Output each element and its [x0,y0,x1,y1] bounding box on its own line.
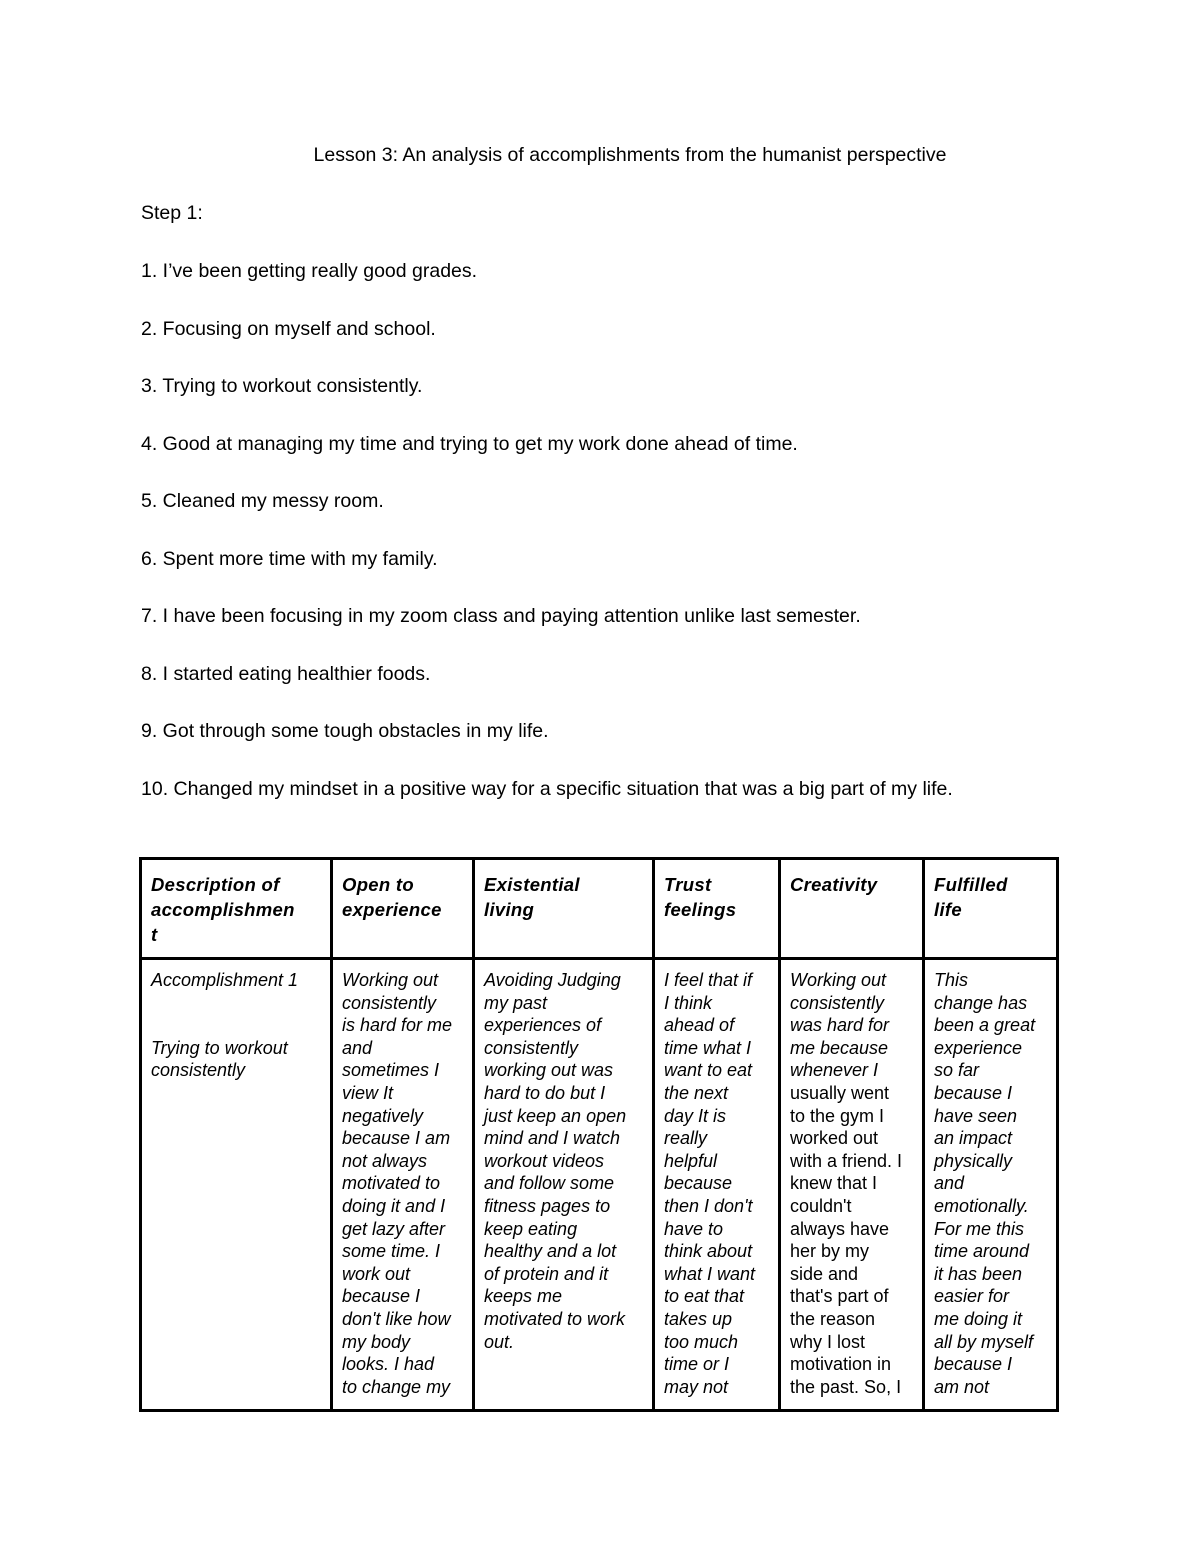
cell-text: consistently [342,992,437,1013]
cell-text: to the gym I [790,1105,885,1126]
cell-text: so far [934,1060,980,1081]
cell-description [141,959,332,1411]
cell-text: don't like how [342,1308,451,1329]
cell-text: an impact [934,1128,1013,1149]
cell-text: consistently [484,1037,579,1058]
cell-text: the next [664,1082,729,1103]
header-creativity [780,859,924,959]
accomplishment-item: 7. I have been focusing in my zoom class and paying attention unlike last semester. [141,605,861,627]
cell-text: some time. I [342,1241,441,1262]
accomplishment-item: 1. I’ve been getting really good grades. [141,260,478,282]
cell-text: my past [484,992,548,1013]
cell-text: keeps me [484,1286,563,1307]
cell-text: motivated to work [484,1308,626,1329]
header-text: Description of [151,874,280,895]
cell-text: motivated to [342,1173,441,1194]
cell-text: have to [664,1218,724,1239]
cell-text: Trying to workout [151,1037,288,1058]
header-text: Trust [664,874,712,895]
cell-text: to change my [342,1376,451,1397]
cell-text: me doing it [934,1308,1023,1329]
cell-text: fitness pages to [484,1195,611,1216]
cell-text: been a great [934,1015,1036,1036]
cell-text: side and [790,1263,859,1284]
table-row [141,959,1058,1411]
cell-text: physically [934,1150,1013,1171]
step-heading: Step 1: [141,202,203,224]
cell-existential-living [474,959,654,1411]
header-text: Creativity [790,874,878,895]
cell-text: of protein and it [484,1263,609,1284]
header-text: accomplishmen [151,899,295,920]
header-existential-living [474,859,654,959]
cell-creativity [780,959,924,1411]
cell-text: view It [342,1082,394,1103]
cell-text: experiences of [484,1015,602,1036]
cell-text: knew that I [790,1173,878,1194]
cell-text: work out [342,1263,411,1284]
cell-text: time around [934,1241,1030,1262]
page-title: Lesson 3: An analysis of accomplishments from the humanist perspective [313,144,947,166]
cell-trust-feelings [654,959,780,1411]
cell-text: out. [484,1331,515,1352]
header-text: Open to [342,874,414,895]
cell-text [151,1014,321,1037]
header-text: experience [342,899,442,920]
accomplishment-item: 2. Focusing on myself and school. [141,317,436,340]
cell-text: doing it and I [342,1195,446,1216]
header-text: living [484,899,535,920]
cell-text: may not [664,1376,729,1397]
cell-text: want to eat [664,1060,753,1081]
header-fulfilled-life [924,859,1058,959]
cell-text: the past. So, I [790,1376,902,1397]
cell-text: emotionally. [934,1195,1029,1216]
cell-text: too much [664,1331,739,1352]
cell-text: consistently [790,992,885,1013]
header-text: Fulfilled [934,874,1008,895]
cell-text: the reason [790,1308,876,1329]
cell-text: always have [790,1218,890,1239]
cell-text: I think [664,992,713,1013]
header-text: feelings [664,899,737,920]
header-text: t [151,924,158,945]
cell-text: worked out [790,1128,879,1149]
cell-text: whenever I [790,1060,879,1081]
cell-text: and [934,1173,965,1194]
cell-text: change has [934,992,1028,1013]
cell-text: hard to do but I [484,1082,606,1103]
header-description [141,859,332,959]
cell-open-to-experience [332,959,474,1411]
cell-text: am not [934,1376,990,1397]
cell-text: mind and I watch [484,1128,621,1149]
header-trust-feelings [654,859,780,959]
cell-text: was hard for [790,1015,890,1036]
cell-text: Accomplishment 1 [151,970,299,990]
cell-text: looks. I had [342,1354,435,1375]
cell-text: that's part of [790,1286,889,1307]
cell-text: working out was [484,1060,614,1081]
cell-text: couldn't [790,1195,852,1216]
cell-text: get lazy after [342,1218,446,1239]
cell-text: takes up [664,1308,733,1329]
cell-text: because I am [342,1128,451,1149]
cell-text: because I [934,1082,1013,1103]
cell-text: my body [342,1331,411,1352]
accomplishment-table [139,857,1059,1412]
cell-text: because I [934,1354,1013,1375]
cell-text: helpful [664,1150,718,1171]
accomplishment-item: 4. Good at managing my time and trying to get my work done ahead of time. [141,432,798,455]
cell-text: have seen [934,1105,1018,1126]
cell-text: is hard for me [342,1015,453,1036]
cell-text: just keep an open [484,1105,627,1126]
cell-text: and [342,1037,373,1058]
cell-fulfilled-life [924,959,1058,1411]
header-open-to-experience [332,859,474,959]
cell-text: healthy and a lot [484,1241,617,1262]
cell-text: negatively [342,1105,424,1126]
accomplishment-item: 9. Got through some tough obstacles in my life. [141,720,549,742]
cell-text: workout videos [484,1150,605,1171]
cell-text: day It is [664,1105,727,1126]
cell-text: with a friend. I [790,1150,903,1171]
cell-text: not always [342,1150,428,1171]
cell-text: time what I [664,1037,752,1058]
cell-text: Avoiding Judging [484,970,621,990]
cell-text: I feel that if [664,970,753,990]
cell-text: what I want [664,1263,756,1284]
cell-text: and follow some [484,1173,615,1194]
table-header-row [141,859,1058,959]
cell-text: why I lost [790,1331,866,1352]
cell-text: keep eating [484,1218,578,1239]
cell-text: because [664,1173,733,1194]
cell-text: time or I [664,1354,730,1375]
cell-text: because I [342,1286,421,1307]
cell-text: then I don't [664,1195,753,1216]
cell-text: For me this [934,1218,1025,1239]
cell-text: all by myself [934,1331,1034,1352]
cell-text: experience [934,1037,1023,1058]
accomplishment-item: 3. Trying to workout consistently. [141,375,423,397]
cell-text: Working out [790,970,887,990]
cell-text [151,992,321,1015]
accomplishment-item: 10. Changed my mindset in a positive way for a specific situation that was a big part of my life. [141,777,953,800]
cell-text: This [934,970,969,990]
header-text: life [934,899,962,920]
accomplishment-item: 6. Spent more time with my family. [141,547,438,570]
cell-text: sometimes I [342,1060,440,1081]
cell-text: easier for [934,1286,1010,1307]
accomplishment-item: 5. Cleaned my messy room. [141,490,384,512]
cell-text: really [664,1128,708,1149]
cell-text: ahead of [664,1015,735,1036]
accomplishment-item: 8. I started eating healthier foods. [141,662,431,685]
cell-text: Working out [342,970,439,990]
cell-text: it has been [934,1263,1023,1284]
cell-text: consistently [151,1060,246,1081]
cell-text: usually went [790,1082,890,1103]
cell-text: think about [664,1241,753,1262]
cell-text: motivation in [790,1354,892,1375]
header-text: Existential [484,874,580,895]
cell-text: to eat that [664,1286,745,1307]
cell-text: me because [790,1037,889,1058]
cell-text: her by my [790,1241,870,1262]
